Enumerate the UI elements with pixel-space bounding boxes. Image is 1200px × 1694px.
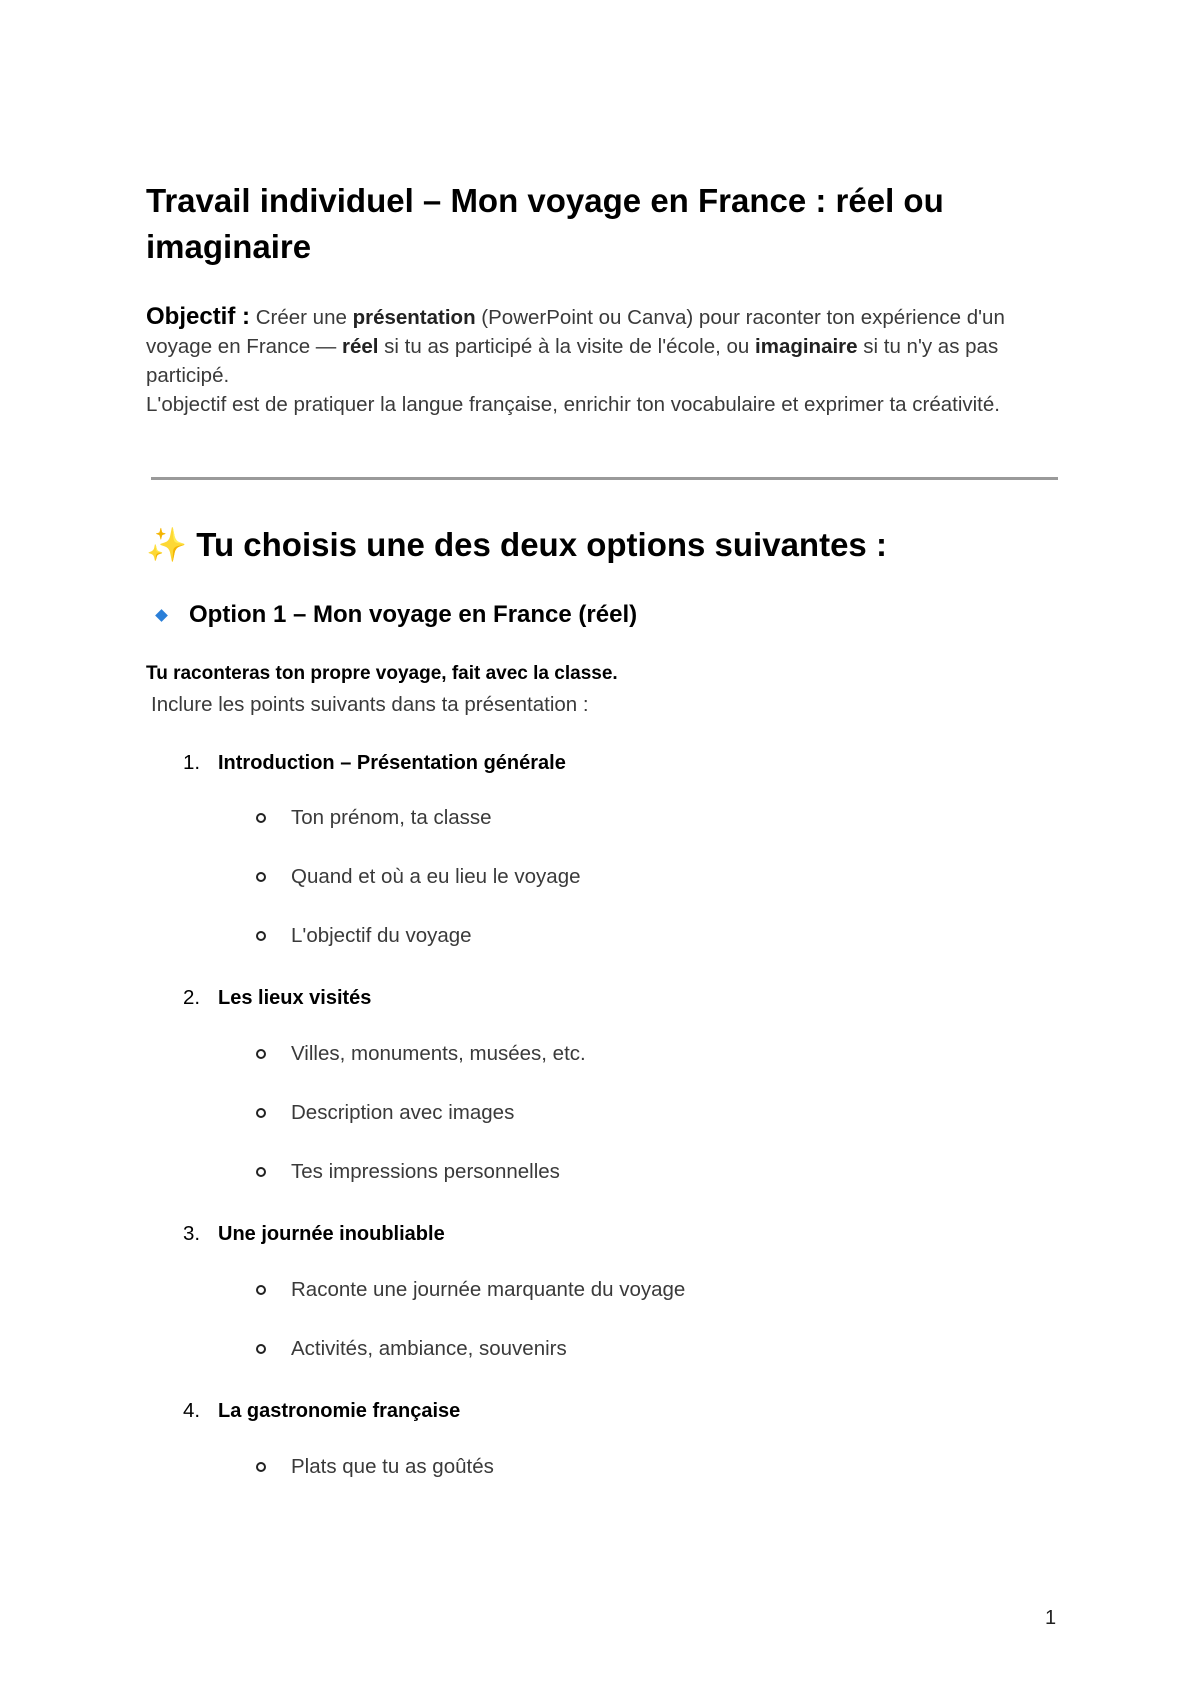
list-subitem: L'objectif du voyage bbox=[291, 924, 472, 947]
option1-subtitle: Tu raconteras ton propre voyage, fait avec la classe. bbox=[146, 663, 618, 684]
circle-bullet-icon bbox=[256, 1167, 266, 1177]
list-number-2: 2. bbox=[183, 986, 201, 1009]
list-subitem: Tes impressions personnelles bbox=[291, 1160, 560, 1183]
list-number-4: 4. bbox=[183, 1399, 201, 1422]
list-item-introduction: Introduction – Présentation générale bbox=[218, 752, 566, 774]
objective-label: Objectif : bbox=[146, 303, 251, 330]
circle-bullet-icon bbox=[256, 1108, 266, 1118]
objective-text-3: si tu as participé à la visite de l'école, ou bbox=[378, 335, 756, 358]
objective-bold-imaginaire: imaginaire bbox=[755, 335, 858, 358]
objective-text-1: Créer une bbox=[250, 306, 353, 329]
objective-line-2: L'objectif est de pratiquer la langue française, enrichir ton vocabulaire et exprimer ta créativité. bbox=[146, 393, 1000, 416]
page-title: Travail individuel – Mon voyage en France : réel ou imaginaire bbox=[146, 182, 944, 265]
list-subitem: Activités, ambiance, souvenirs bbox=[291, 1337, 567, 1360]
option1-heading-text: Option 1 – Mon voyage en France (réel) bbox=[189, 601, 638, 628]
list-subitem: Raconte une journée marquante du voyage bbox=[291, 1278, 686, 1301]
list-subitem: Ton prénom, ta classe bbox=[291, 806, 492, 829]
circle-bullet-icon bbox=[256, 1049, 266, 1059]
list-number-1: 1. bbox=[183, 751, 201, 774]
list-subitem: Description avec images bbox=[291, 1101, 515, 1124]
blue-diamond-icon bbox=[155, 609, 168, 622]
choice-heading bbox=[146, 522, 1096, 568]
list-item-lieux: Les lieux visités bbox=[218, 987, 372, 1009]
objective-paragraph bbox=[146, 302, 1066, 419]
objective-bold-reel: réel bbox=[342, 335, 379, 358]
page-number: 1 bbox=[1045, 1607, 1057, 1629]
option1-intro: Inclure les points suivants dans ta présentation : bbox=[151, 693, 589, 716]
sparkles-icon: ✨ bbox=[146, 526, 188, 563]
list-number-3: 3. bbox=[183, 1222, 201, 1245]
list-subitem: Quand et où a eu lieu le voyage bbox=[291, 865, 581, 888]
list-item-journee: Une journée inoubliable bbox=[218, 1223, 445, 1245]
circle-bullet-icon bbox=[256, 1285, 266, 1295]
circle-bullet-icon bbox=[256, 872, 266, 882]
objective-bold-presentation: présentation bbox=[352, 306, 476, 329]
circle-bullet-icon bbox=[256, 1462, 266, 1472]
circle-bullet-icon bbox=[256, 931, 266, 941]
option1-heading bbox=[155, 598, 637, 632]
list-subitem: Plats que tu as goûtés bbox=[291, 1455, 494, 1478]
horizontal-divider bbox=[151, 477, 1058, 480]
list-item-gastronomie: La gastronomie française bbox=[218, 1400, 461, 1422]
choice-heading-text: Tu choisis une des deux options suivantes : bbox=[196, 526, 887, 563]
list-subitem: Villes, monuments, musées, etc. bbox=[291, 1042, 586, 1065]
circle-bullet-icon bbox=[256, 1344, 266, 1354]
circle-bullet-icon bbox=[256, 813, 266, 823]
objective-text-4: si tu n'y as pas participé. bbox=[146, 335, 999, 387]
objective-text-2: (PowerPoint ou Canva) pour raconter ton expérience d'un voyage en France — bbox=[146, 306, 1005, 358]
